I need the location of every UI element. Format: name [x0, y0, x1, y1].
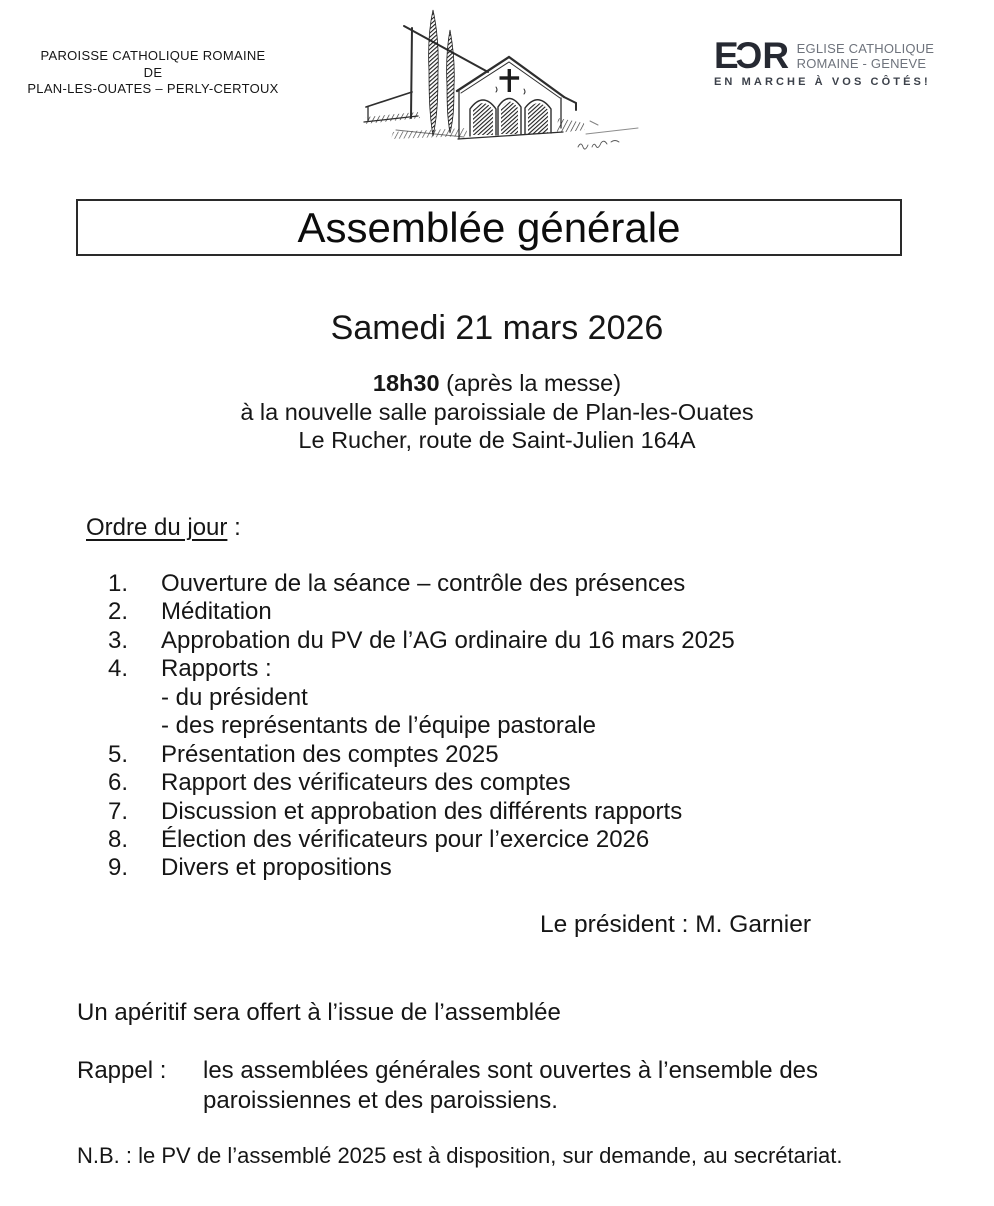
logo-letter-e: E — [714, 35, 738, 76]
agenda-item — [108, 798, 735, 826]
event-location-line1: à la nouvelle salle paroissiale de Plan-les-Ouates — [240, 398, 754, 425]
agenda-item-number: 1. — [108, 570, 129, 597]
arch-shadow-center — [501, 102, 518, 135]
agenda-item-text: Approbation du PV de l’AG ordinaire du 16 mars 2025 — [161, 626, 735, 654]
rappel-text-line1: les assemblées générales sont ouvertes à l’ensemble des — [203, 1057, 819, 1084]
agenda-heading-colon: : — [227, 514, 241, 541]
arch-shadow-right — [528, 103, 548, 134]
ecr-logo — [714, 35, 980, 88]
agenda-item — [108, 854, 735, 882]
rappel-label: Rappel : — [77, 1057, 167, 1084]
church-sketch-illustration — [338, 6, 650, 154]
parish-name-line: PAROISSE CATHOLIQUE ROMAINE — [40, 48, 266, 63]
logo-letter-r: R — [762, 35, 788, 76]
sketch-annex-shadow — [364, 112, 420, 124]
sketch-pole — [411, 28, 412, 118]
ecr-logo-tagline: EN MARCHE À VOS CÔTÉS! — [714, 76, 931, 88]
president-signature: Le président : M. Garnier — [540, 911, 811, 938]
agenda-subitem: - du président — [161, 683, 308, 711]
agenda-item — [108, 655, 735, 683]
ecr-logo-initials — [714, 35, 788, 76]
agenda-subitem: - des représentants de l’équipe pastorale — [161, 712, 596, 740]
agenda-item-number: 3. — [108, 626, 129, 654]
ecr-org-line: EGLISE CATHOLIQUE — [796, 41, 935, 56]
agenda-item — [108, 769, 735, 797]
agenda-item-text: Discussion et approbation des différents rapports — [161, 797, 683, 825]
sketch-ground-shadow — [391, 128, 468, 139]
rappel-text-line2: paroissiennes et des paroissiens. — [203, 1086, 558, 1114]
aperitif-note: Un apéritif sera offert à l’issue de l’assemblée — [77, 999, 561, 1026]
agenda-item-number: 6. — [108, 769, 129, 797]
parish-name-line: DE — [143, 64, 163, 80]
agenda-item-text: Divers et propositions — [161, 854, 392, 882]
event-date: Samedi 21 mars 2026 — [330, 309, 664, 347]
agenda-item-text: Rapport des vérificateurs des comptes — [161, 769, 571, 797]
agenda-item-number: 4. — [108, 655, 129, 683]
agenda-heading — [86, 514, 241, 542]
agenda-item-number: 7. — [108, 797, 129, 825]
rappel-text — [203, 1056, 818, 1115]
agenda-item-number: 9. — [108, 854, 129, 882]
ecr-org-line: ROMAINE - GENEVE — [796, 55, 927, 71]
cypress-tree-right — [447, 30, 455, 133]
agenda-item-text: Élection des vérificateurs pour l’exercice 2026 — [161, 825, 650, 853]
agenda-item-text: Présentation des comptes 2025 — [161, 740, 499, 768]
event-details — [0, 369, 994, 455]
parish-name-line: PLAN-LES-OUATES – PERLY-CERTOUX — [27, 81, 279, 96]
title-box — [76, 199, 902, 256]
sketch-ground-line-right — [586, 128, 638, 134]
sketch-stray-stroke — [590, 121, 598, 125]
event-location-line2: Le Rucher, route de Saint-Julien 164A — [298, 427, 696, 453]
cypress-tree-left — [429, 10, 439, 136]
facade-mark — [496, 87, 497, 92]
ecr-logo-row — [714, 35, 980, 76]
nb-note: N.B. : le PV de l’assemblé 2025 est à disposition, sur demande, au secrétariat. — [77, 1143, 843, 1168]
event-time-suffix: (après la messe) — [439, 370, 622, 396]
church-right-eave — [564, 97, 576, 110]
agenda-item — [108, 570, 735, 598]
event-time-line — [0, 369, 994, 398]
page-title: Assemblée générale — [297, 203, 681, 251]
agenda-item — [108, 826, 735, 854]
sketch-diagonal-line — [404, 26, 488, 72]
agenda-item-text: Ouverture de la séance – contrôle des présences — [161, 570, 686, 597]
sketch-annex-roof — [366, 92, 412, 107]
church-sketch-svg — [338, 6, 650, 154]
church-cross-icon — [500, 69, 520, 92]
agenda-item-number: 5. — [108, 740, 129, 768]
artist-signature-squiggle — [578, 141, 619, 150]
agenda-item-number: 8. — [108, 825, 129, 853]
agenda-item-text: Méditation — [161, 598, 272, 626]
ecr-logo-org-name — [797, 42, 935, 71]
right-base-shadow — [557, 118, 585, 133]
agenda-item-text: Rapports : — [161, 655, 272, 683]
parish-name-block — [10, 48, 296, 98]
facade-mark — [524, 89, 525, 94]
logo-letter-c-mirrored: C — [737, 35, 763, 76]
arch-shadow-left — [473, 103, 493, 135]
rappel-note — [77, 1056, 818, 1115]
agenda-list — [108, 570, 735, 883]
agenda-item — [108, 598, 735, 626]
agenda-item — [108, 741, 735, 769]
agenda-item-number: 2. — [108, 598, 129, 626]
event-time: 18h30 — [372, 370, 440, 396]
agenda-item — [108, 627, 735, 655]
agenda-heading-underlined: Ordre du jour — [86, 514, 228, 541]
